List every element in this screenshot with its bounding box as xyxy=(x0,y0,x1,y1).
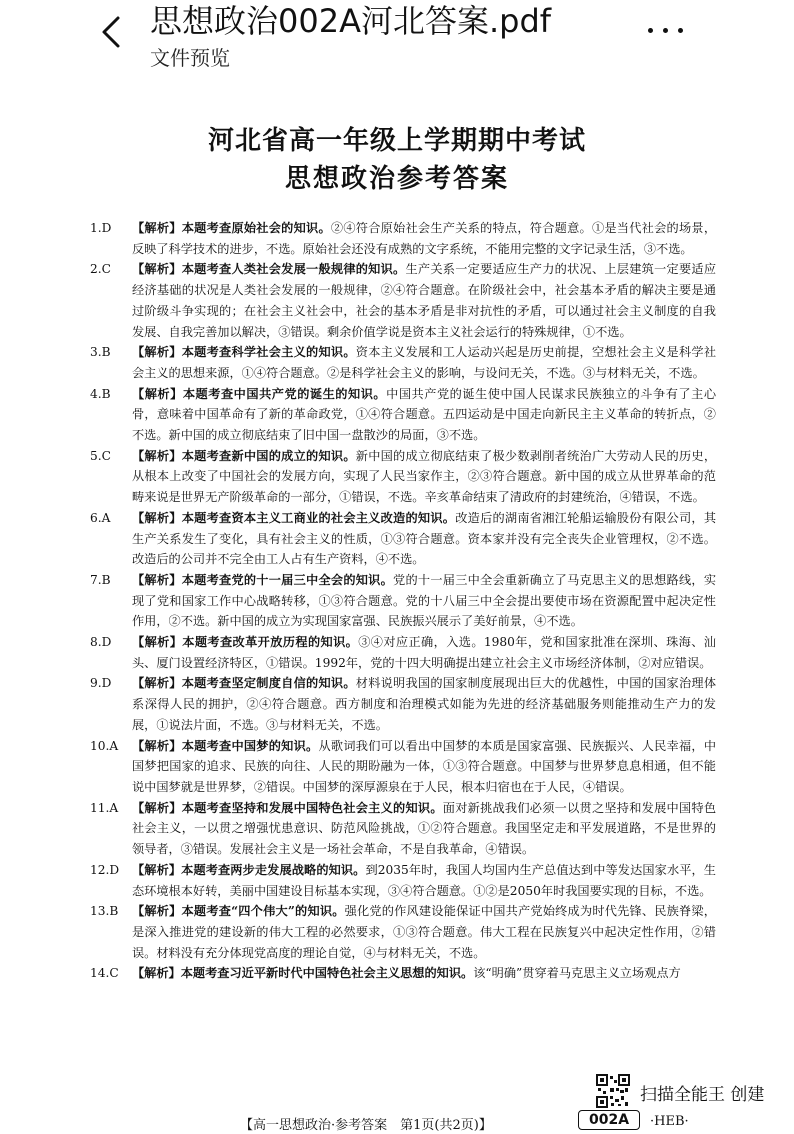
footer-code-badge: 002A xyxy=(578,1110,640,1130)
file-title: 思想政治002A河北答案.pdf xyxy=(150,2,552,40)
answer-number: 13.B xyxy=(90,904,119,919)
document-subtitle: 思想政治参考答案 xyxy=(284,164,509,194)
footer-heb: ·HEB· xyxy=(650,1114,689,1129)
answer-number: 2.C xyxy=(90,262,111,277)
answer-explanation: 从歌词我们可以看出中国梦的本质是国家富强、民族振兴、人民幸福，中国梦把国家的追求、民族的向往、人民的期盼融为一体，①③符合题意。中国梦与世界梦息息相通，但不能说中国梦就是世界梦，②错误。中国梦的深厚源泉在于人民，根本归宿也在于人民，④错误。 xyxy=(132,738,717,794)
answer-number: 11.A xyxy=(90,800,119,815)
answer-analysis-tag: 【解析】本题考查两步走发展战略的知识。 xyxy=(132,862,366,877)
answer-explanation: 材料说明我国的国家制度展现出巨大的优越性，中国的国家治理体系深得人民的拥护，②④符合题意。西方制度和治理模式如能为先进的经济基础服务则能推动生产力的发展，①说法片面，不选。③与材料无关，不选。 xyxy=(132,676,717,732)
answer-number: 8.D xyxy=(90,635,112,650)
answer-number: 3.B xyxy=(90,345,111,360)
page-footer xyxy=(240,1110,720,1134)
answer-explanation: 到2035年时，我国人均国内生产总值达到中等发达国家水平，生态环境根本好转，美丽中国建设目标基本实现，③④符合题意。①②是2050年时我国要实现的目标，不选。 xyxy=(132,862,716,898)
answer-explanation: ③④对应正确，入选。1980年，党和国家批准在深圳、珠海、汕头、厦门设置经济特区，①错误。1992年，党的十四大明确提出建立社会主义市场经济体制，②对应错误。 xyxy=(132,635,716,670)
answer-analysis-tag: 【解析】本题考查人类社会发展一般规律的知识。 xyxy=(132,262,406,277)
document-title: 河北省高一年级上学期期中考试 xyxy=(207,126,586,156)
answer-analysis-tag: 【解析】本题考查科学社会主义的知识。 xyxy=(132,345,356,360)
document-page[interactable] xyxy=(0,76,794,1133)
more-horizontal-icon xyxy=(648,28,653,33)
answer-number: 6.A xyxy=(90,510,111,525)
answer-item xyxy=(90,508,716,570)
chevron-left-icon xyxy=(96,12,132,52)
answer-explanation: 强化党的作风建设能保证中国共产党始终成为时代先锋、民族脊梁，是深入推进党的建设新的伟大工程的必然要求，①③符合题意。伟大工程在民族复兴中起决定性作用，②错误。材料没有充分体现党高度的理论自觉，④与材料无关，不选。 xyxy=(132,904,716,960)
answer-number: 14.C xyxy=(90,966,119,981)
answer-analysis-tag: 【解析】本题考查中国共产党的诞生的知识。 xyxy=(132,386,387,401)
answer-item xyxy=(90,342,716,383)
answer-explanation: ②④符合原始社会生产关系的特点，符合题意。①是当代社会的场景，反映了科学技术的进步，不选。原始社会还没有成熟的文字系统，不能用完整的文字记录生活，③不选。 xyxy=(132,221,717,256)
answer-analysis-tag: 【解析】本题考查改革开放历程的知识。 xyxy=(132,635,359,650)
answer-item xyxy=(90,901,716,963)
qr-code-icon xyxy=(596,1074,630,1108)
answer-item xyxy=(90,218,716,259)
answer-number: 9.D xyxy=(90,676,112,691)
answer-analysis-tag: 【解析】本题考查中国梦的知识。 xyxy=(132,738,319,753)
camscanner-label: 扫描全能王 创建 xyxy=(640,1085,765,1105)
answer-analysis-tag: 【解析】本题考查资本主义工商业的社会主义改造的知识。 xyxy=(132,510,456,525)
more-horizontal-icon-dot xyxy=(678,28,683,33)
answer-number: 10.A xyxy=(90,738,119,753)
answer-item xyxy=(90,632,716,673)
answer-item xyxy=(90,384,716,446)
answer-item xyxy=(90,259,716,342)
answer-explanation: 资本主义发展和工人运动兴起是历史前提，空想社会主义是科学社会主义的思想来源，①④符合题意。②是科学社会主义的影响，与设问无关，不选。③与材料无关，不选。 xyxy=(132,345,717,380)
answer-explanation: 面对新挑战我们必须一以贯之坚持和发展中国特色社会主义，一以贯之增强忧患意识、防范风险挑战，①②符合题意。我国坚定走和平发展道路，不是世界的领导者，③错误。发展社会主义是一场社会革命，不是自我革命，④错误。 xyxy=(132,800,717,857)
answer-number: 5.C xyxy=(90,448,111,463)
answer-list xyxy=(90,218,716,984)
answer-analysis-tag: 【解析】本题考查坚定制度自信的知识。 xyxy=(132,676,356,691)
answer-analysis-tag: 【解析】本题考查习近平新时代中国特色社会主义思想的知识。 xyxy=(132,966,474,981)
answer-item xyxy=(90,963,716,984)
answer-item xyxy=(90,673,716,735)
answer-number: 4.B xyxy=(90,386,111,401)
answer-number: 7.B xyxy=(90,572,111,587)
back-button[interactable] xyxy=(96,12,132,52)
answer-item xyxy=(90,570,716,632)
answer-item xyxy=(90,736,716,798)
camscanner-watermark xyxy=(596,1074,776,1110)
answer-analysis-tag: 【解析】本题考查“四个伟大”的知识。 xyxy=(132,904,345,919)
answer-analysis-tag: 【解析】本题考查原始社会的知识。 xyxy=(132,221,331,235)
more-horizontal-icon-dot xyxy=(663,28,668,33)
more-button[interactable] xyxy=(646,18,686,38)
answer-explanation: 党的十一届三中全会重新确立了马克思主义的思想路线，实现了党和国家工作中心战略转移，①③符合题意。党的十八届三中全会提出要使市场在资源配置中起决定性作用，②不选。新中国的成立为实现国家富强、民族振兴展示了美好前景，④不选。 xyxy=(132,572,717,629)
answer-explanation: 生产关系一定要适应生产力的状况、上层建筑一定要适应经济基础的状况是人类社会发展的一般规律，②④符合题意。在阶级社会中，社会基本矛盾的解决主要是通过阶级斗争实现的；在社会主义社会中，社会的基本矛盾是非对抗性的矛盾，可以通过社会主义制度的自我发展、自我完善加以解决，③错误。剩余价值学说是资本主义社会运行的特殊规律，①不选。 xyxy=(132,262,717,339)
answer-explanation: 新中国的成立彻底结束了极少数剥削者统治广大劳动人民的历史，从根本上改变了中国社会的发展方向，实现了人民当家作主，②③符合题意。新中国的成立从世界革命的范畴来说是世界无产阶级革命的一部分，①错误，不选。辛亥革命结束了清政府的封建统治，④错误，不选。 xyxy=(132,448,717,505)
answer-explanation: 改造后的湖南省湘江轮船运输股份有限公司，其生产关系发生了变化，具有社会主义的性质，①③符合题意。资本家并没有完全丧失企业管理权，②不选。改造后的公司并不完全由工人占有生产资料，④不选。 xyxy=(132,510,717,567)
footer-page-info: 【高一思想政治·参考答案 第1页(共2页)】 xyxy=(240,1118,492,1133)
answer-analysis-tag: 【解析】本题考查党的十一届三中全会的知识。 xyxy=(132,572,394,587)
answer-explanation: 中国共产党的诞生使中国人民谋求民族独立的斗争有了主心骨，意味着中国革命有了新的革命政党，①④符合题意。五四运动是中国走向新民主主义革命的转折点，②不选。新中国的成立彻底结束了旧中国一盘散沙的局面，③不选。 xyxy=(132,386,717,443)
answer-item xyxy=(90,798,716,860)
answer-explanation: 该“明确”贯穿着马克思主义立场观点方 xyxy=(473,966,681,981)
answer-number: 12.D xyxy=(90,862,120,877)
answer-item xyxy=(90,446,716,508)
answer-analysis-tag: 【解析】本题考查新中国的成立的知识。 xyxy=(132,448,356,463)
app-bar xyxy=(0,0,794,76)
answer-analysis-tag: 【解析】本题考查坚持和发展中国特色社会主义的知识。 xyxy=(132,800,443,815)
answer-item xyxy=(90,860,716,901)
answer-number: 1.D xyxy=(90,221,112,235)
file-preview-label: 文件预览 xyxy=(150,46,230,70)
